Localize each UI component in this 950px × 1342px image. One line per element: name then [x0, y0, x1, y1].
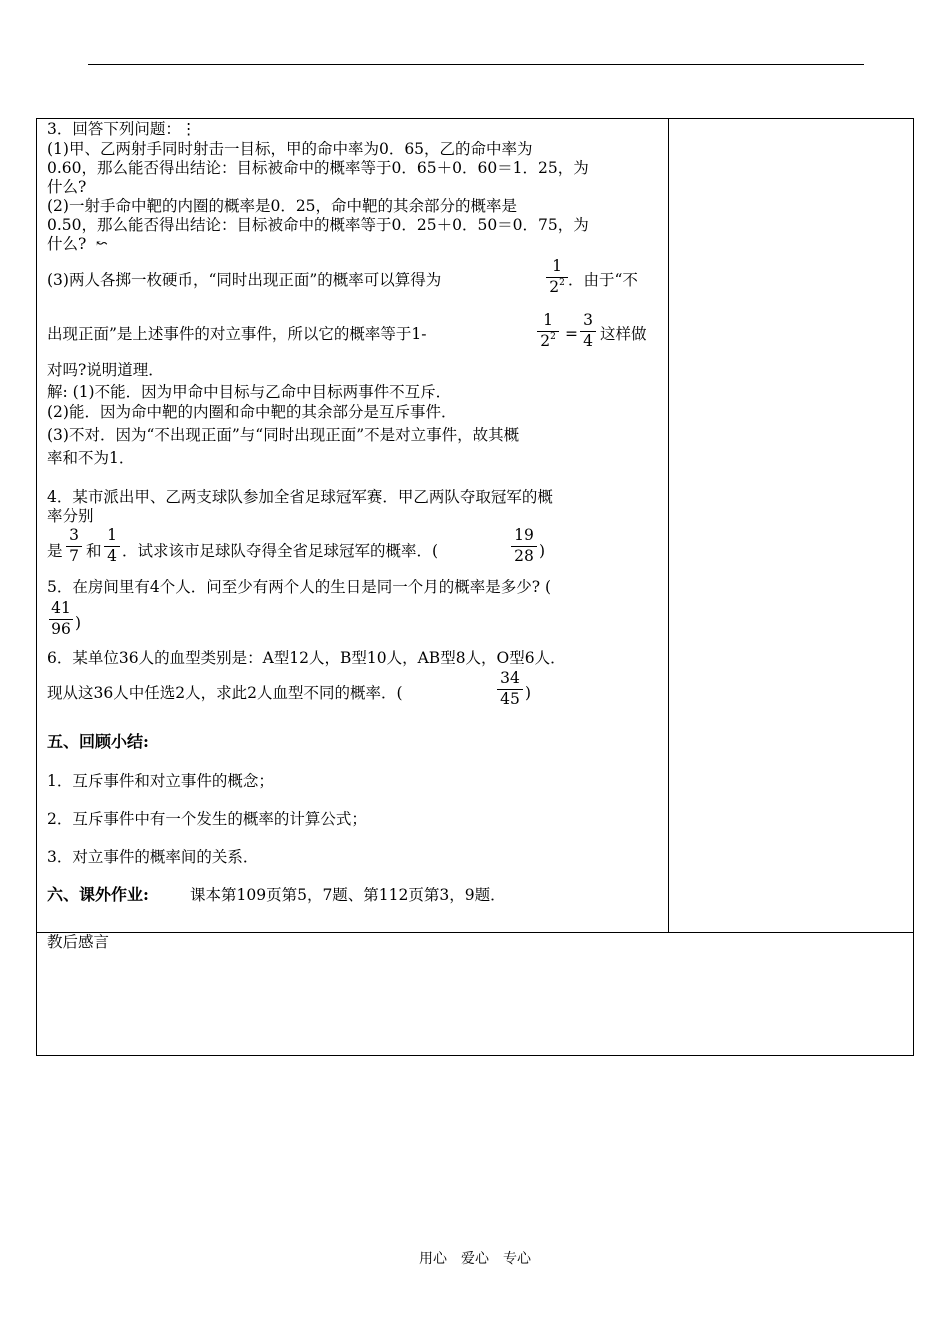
section-5-title: 五、回顾小结:: [47, 732, 149, 751]
homework-text: 课本第109页第5，7题、第112页第3，9题．: [190, 886, 506, 904]
fraction-41-96: 41 96: [49, 601, 73, 637]
fraction-34-45: 34 45: [497, 671, 523, 707]
q4-close-paren: ): [539, 542, 546, 560]
q3-3-line-b-end: 这样做: [600, 325, 647, 343]
fraction-3-4: 3 4: [580, 313, 596, 349]
q3-2-line-b: 0.50，那么能否得出结论：目标被命中的概率等于0．25＋0．50＝0．75，为: [47, 216, 589, 234]
fraction-3-7: 3 7: [66, 528, 82, 564]
q4-line-a: 4．某市派出甲、乙两支球队参加全省足球冠军赛．甲乙两队夺取冠军的概: [47, 488, 553, 506]
q3-3-line-b: 出现正面”是上述事件的对立事件，所以它的概率等于1-: [47, 325, 427, 343]
summary-item-2: 2．互斥事件中有一个发生的概率的计算公式；: [47, 810, 367, 828]
summary-item-3: 3．对立事件的概率间的关系．: [47, 848, 259, 866]
q5-line-a: 5．在房间里有4个人．问至少有两个人的生日是同一个月的概率是多少? (: [47, 578, 552, 596]
anchor-mark-icon: ↜: [96, 236, 108, 252]
table-column-divider: [668, 118, 669, 932]
q3-1-line-a: (1)甲、乙两射手同时射击一目标，甲的命中率为0．65，乙的命中率为: [47, 140, 533, 158]
reflection-label: 教后感言: [47, 933, 110, 951]
section-6-title: 六、课外作业:: [47, 885, 149, 904]
q6-line-a: 6．某单位36人的血型类别是：A型12人，B型10人，AB型8人，O型6人．: [47, 649, 566, 667]
fraction-1-4: 1 4: [104, 528, 120, 564]
q3-2-line-a: (2)一射手命中靶的内圈的概率是0．25，命中靶的其余部分的概率是: [47, 197, 518, 215]
answer-3-line-a: (3)不对．因为“不出现正面”与“同时出现正面”不是对立事件，故其概: [47, 426, 520, 444]
answer-3-line-b: 率和不为1．: [47, 449, 135, 467]
answer-2: (2)能．因为命中靶的内圈和命中靶的其余部分是互斥事件．: [47, 403, 457, 421]
fraction-19-28: 19 28: [511, 528, 537, 564]
q3-1-line-b: 0.60，那么能否得出结论：目标被命中的概率等于0．65＋0．60＝1．25，为: [47, 159, 589, 177]
q4-line-c: ．试求该市足球队夺得全省足球冠军的概率．(: [122, 542, 439, 560]
page-footer: 用心 爱心 专心: [419, 1251, 531, 1267]
equals-sign: =: [565, 325, 578, 343]
q6-line-b: 现从这36人中任选2人，求此2人血型不同的概率．(: [47, 684, 403, 702]
q4-line-c-start: 是: [47, 542, 63, 560]
header-rule: [88, 64, 864, 65]
q5-close-paren: ): [75, 614, 82, 632]
fraction-coin-2: 1 $2^2$: [537, 313, 559, 349]
answer-1: 解: (1)不能．因为甲命中目标与乙命中目标两事件不互斥．: [47, 383, 452, 401]
summary-item-1: 1．互斥事件和对立事件的概念；: [47, 772, 274, 790]
q4-line-b: 率分别: [47, 507, 94, 525]
table-row-divider: [36, 932, 914, 933]
q3-3-line-c: 对吗?说明道理．: [47, 361, 164, 379]
fraction-coin: 1 $2^2$: [546, 259, 568, 295]
q3-title: 3．回答下列问题：⋮: [47, 120, 197, 138]
q6-close-paren: ): [525, 684, 532, 702]
q4-and: 和: [86, 542, 102, 560]
q3-3-line-a-end: ．由于“不: [568, 271, 638, 289]
q3-2-line-c: 什么?: [47, 235, 87, 253]
q3-1-line-c: 什么?: [47, 178, 87, 196]
q3-3-line-a: (3)两人各掷一枚硬币，“同时出现正面”的概率可以算得为: [47, 271, 442, 289]
